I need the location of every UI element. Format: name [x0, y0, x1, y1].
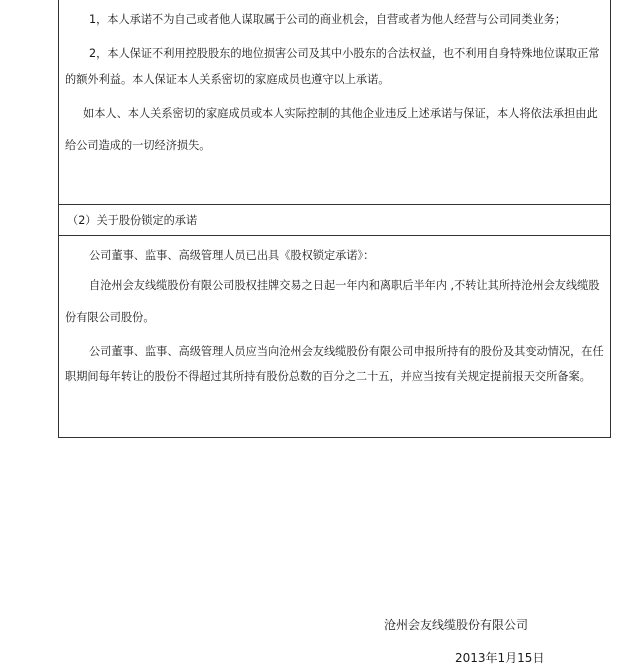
- signature-company: 沧州会友线缆股份有限公司: [384, 618, 529, 632]
- lockup-rule-2-line2: 职期间每年转让的股份不得超过其所持有股份总数的百分之二十五，并应当按有关规定提前报天交所备案。: [65, 370, 591, 383]
- share-lockup-heading: （2）关于股份锁定的承诺: [67, 214, 198, 227]
- commitment-item-2-line1: 2，本人保证不利用控股股东的地位损害公司及其中小股东的合法权益，也不利用自身特殊地位谋取正常: [89, 47, 600, 60]
- competition-commitment-cell: [59, 0, 610, 205]
- liability-clause-line1: 如本人、本人关系密切的家庭成员或本人实际控制的其他企业违反上述承诺与保证，本人将依法承担由此: [83, 107, 598, 120]
- lockup-rule-2-line1: 公司董事、监事、高级管理人员应当向沧州会友线缆股份有限公司申报所持有的股份及其变动情况，在任: [89, 345, 604, 358]
- lockup-intro: 公司董事、监事、高级管理人员已出具《股权锁定承诺》：: [89, 249, 375, 262]
- commitment-item-1: 1，本人承诺不为自己或者他人谋取属于公司的商业机会，自营或者为他人经营与公司同类业务；: [89, 13, 566, 26]
- liability-clause-line2: 给公司造成的一切经济损失。: [65, 139, 211, 152]
- commitment-table: [58, 0, 611, 438]
- share-lockup-heading-cell: [59, 205, 610, 236]
- lockup-rule-1-line1: 自沧州会友线缆股份有限公司股权挂牌交易之日起一年内和离职后半年内 ,不转让其所持沧州会友线缆股: [89, 279, 600, 292]
- signature-date: 2013年1月15日: [455, 651, 545, 665]
- commitment-item-2-line2: 的额外利益。本人保证本人关系密切的家庭成员也遵守以上承诺。: [65, 73, 390, 86]
- lockup-rule-1-line2: 份有限公司股份。: [65, 311, 155, 324]
- share-lockup-content-cell: [59, 236, 610, 437]
